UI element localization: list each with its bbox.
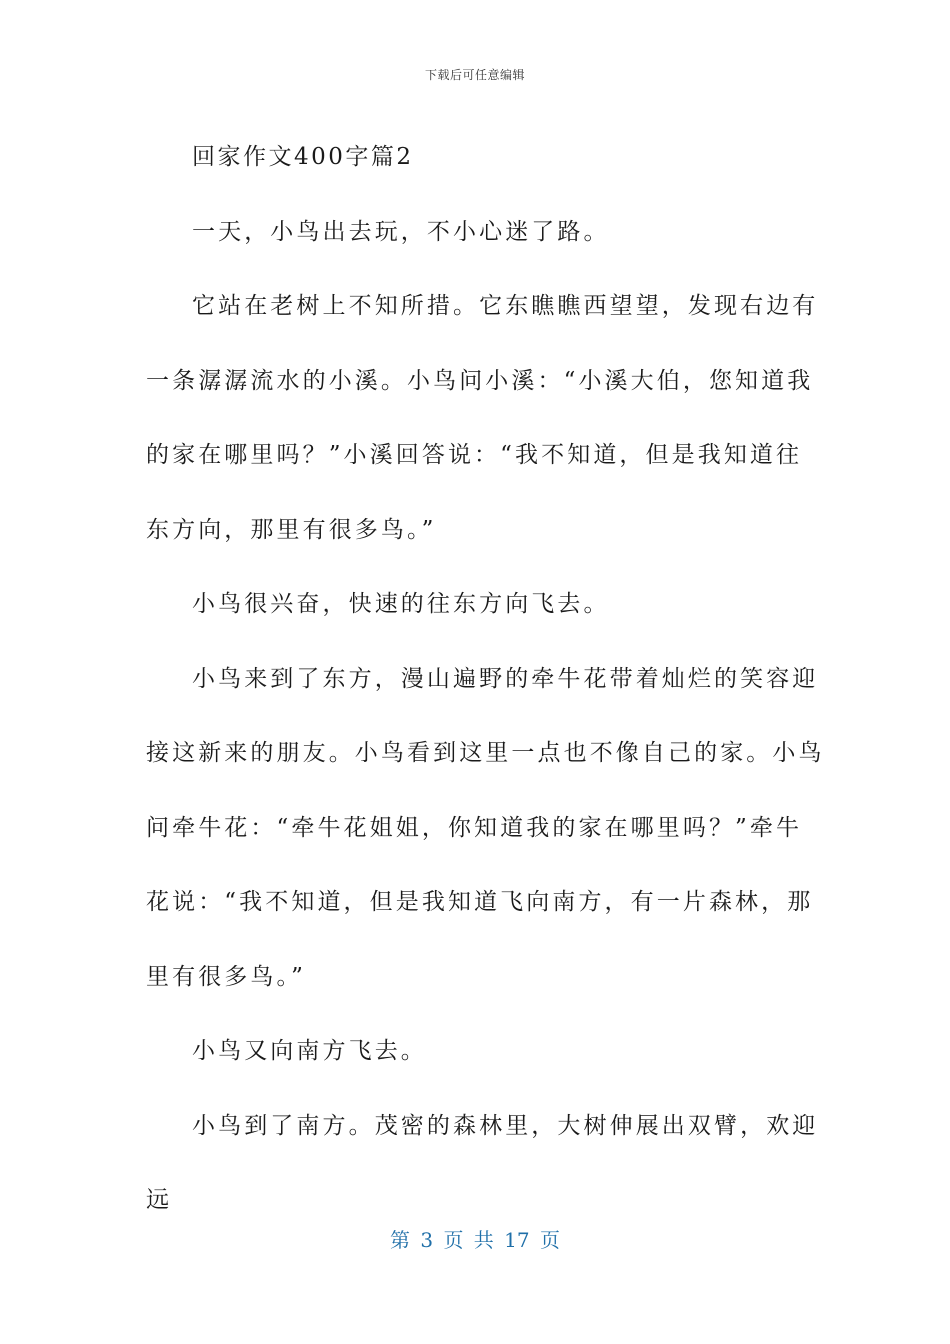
page-header-note: 下载后可任意编辑 bbox=[424, 68, 525, 82]
paragraph: 小鸟来到了东方，漫山遍野的牵牛花带着灿烂的笑容迎接这新来的朋友。小鸟看到这里一点也不像自己的家。小鸟问牵牛花：“牵牛花姐姐，你知道我的家在哪里吗？”牵牛花说：“我不知道，但是我知道飞向南方，有一片森林，那里有很多鸟。” bbox=[146, 665, 825, 990]
paragraph: 小鸟到了南方。茂密的森林里，大树伸展出双臂，欢迎远 bbox=[146, 1112, 819, 1213]
page-number-footer: 第 3 页 共 17 页 bbox=[390, 1228, 560, 1252]
paragraph: 小鸟又向南方飞去。 bbox=[192, 1038, 427, 1064]
document-body bbox=[146, 120, 826, 1238]
paragraph: 它站在老树上不知所措。它东瞧瞧西望望，发现右边有一条潺潺流水的小溪。小鸟问小溪：“小溪大伯，您知道我的家在哪里吗？”小溪回答说：“我不知道，但是我知道往东方向，那里有很多鸟。” bbox=[146, 293, 819, 543]
essay-title: 回家作文400字篇2 bbox=[192, 144, 414, 170]
paragraph: 一天，小鸟出去玩，不小心迷了路。 bbox=[192, 218, 610, 245]
paragraph: 小鸟很兴奋，快速的往东方向飞去。 bbox=[192, 591, 610, 617]
